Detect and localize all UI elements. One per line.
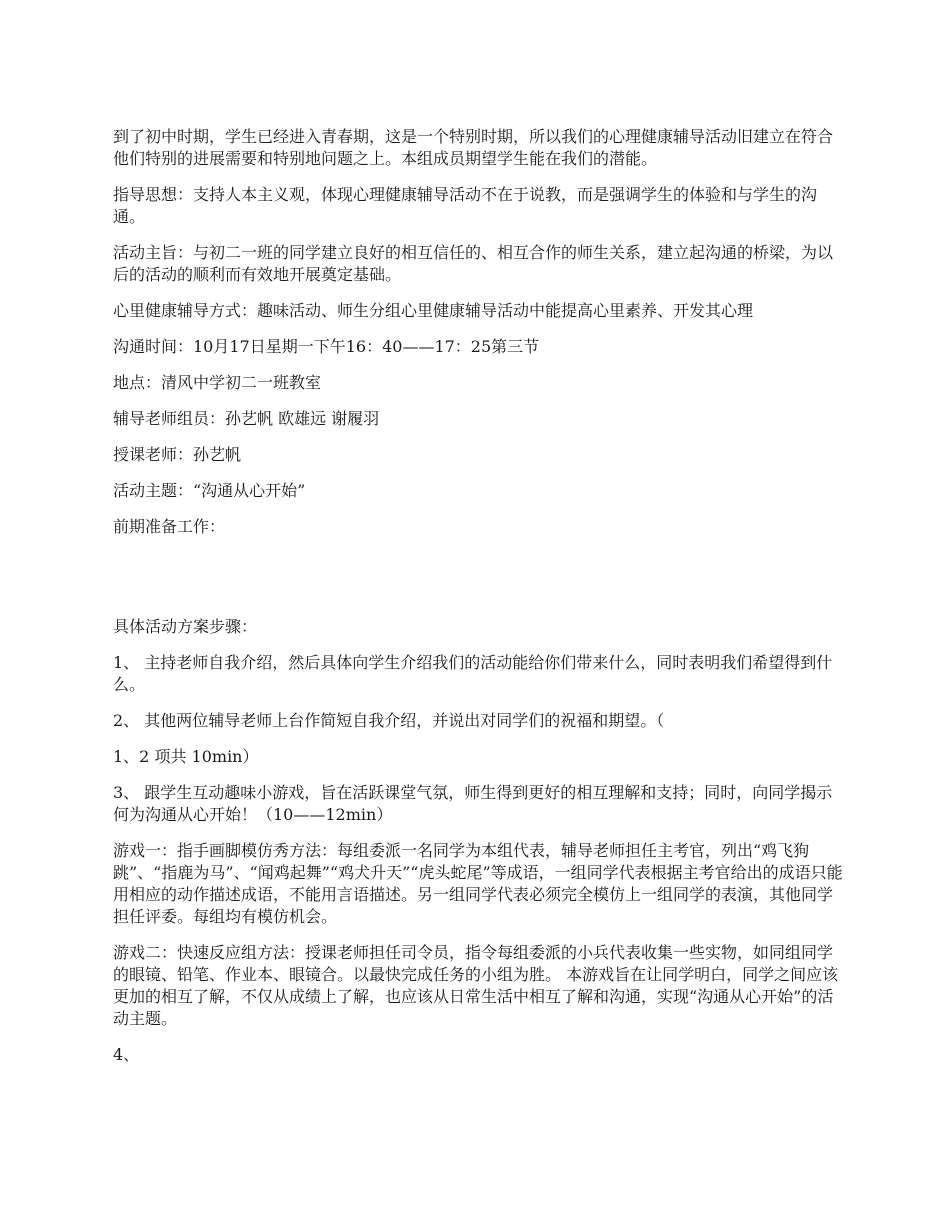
- paragraph-activity-purpose: 活动主旨：与初二一班的同学建立良好的相互信任的、相互合作的师生关系，建立起沟通的桥梁，为以后的活动的顺利而有效地开展奠定基础。: [113, 243, 834, 284]
- paragraph-game-2: 游戏二：快速反应组方法：授课老师担任司令员，指令每组委派的小兵代表收集一些实物，如同组同学的眼镜、铅笔、作业本、眼镜合。以最快完成任务的小组为胜。 本游戏旨在让同学明白，同学之间应该更加的相互了解，不仅从成绩上了解，也应该从日常生活中相互了解和沟通，实现“沟通从心开始”的活动主题。: [113, 943, 839, 1028]
- paragraph-step-1: 1、 主持老师自我介绍，然后具体向学生介绍我们的活动能给你们带来什么，同时表明我们希望得到什么。: [113, 653, 833, 694]
- paragraph-counseling-method: 心里健康辅导方式：趣味活动、师生分组心里健康辅导活动中能提高心里素养、开发其心理: [113, 301, 754, 320]
- blank-space: [113, 552, 843, 616]
- paragraph-step-3: 3、 跟学生互动趣味小游戏，旨在活跃课堂气氛，师生得到更好的相互理解和支持；同时，向同学揭示何为沟通从心开始！（10——12min）: [113, 783, 833, 824]
- paragraph-steps-heading: 具体活动方案步骤：: [113, 617, 258, 636]
- paragraph-game-1: 游戏一：指手画脚模仿秀方法：每组委派一名同学为本组代表，辅导老师担任主考官，列出“鸡飞狗跳”、“指鹿为马”、“闻鸡起舞”“鸡犬升天”“虎头蛇尾”等成语，一组同学代表根据主考官给出的成语只能用相应的动作描述成语，不能用言语描述。另一组同学代表必须完全模仿上一组同学的表演，其他同学担任评委。每组均有模仿机会。: [113, 841, 843, 926]
- paragraph-time: 沟通时间：10月17日星期一下午16：40——17：25第三节: [113, 337, 540, 356]
- paragraph-step-4: 4、: [113, 1045, 140, 1064]
- paragraph-intro: 到了初中时期，学生已经进入青春期，这是一个特别时期，所以我们的心理健康辅导活动旧建立在符合他们特别的进展需要和特别地问题之上。本组成员期望学生能在我们的潜能。: [113, 127, 834, 168]
- paragraph-step-duration: 1、2 项共 10min）: [113, 747, 259, 766]
- paragraph-step-2: 2、 其他两位辅导老师上台作简短自我介绍，并说出对同学们的祝福和期望。（: [113, 711, 665, 730]
- document-body: [113, 126, 843, 1080]
- paragraph-guiding-thought: 指导思想：支持人本主义观，体现心理健康辅导活动不在于说教，而是强调学生的体验和与学生的沟通。: [113, 185, 818, 226]
- paragraph-theme: 活动主题：“沟通从心开始”: [113, 481, 306, 500]
- paragraph-location: 地点：清风中学初二一班教室: [113, 373, 322, 392]
- paragraph-lecturer: 授课老师：孙艺帆: [113, 445, 242, 464]
- paragraph-team-members: 辅导老师组员：孙艺帆 欧雄远 谢履羽: [113, 409, 380, 428]
- paragraph-preparation: 前期准备工作：: [113, 517, 226, 536]
